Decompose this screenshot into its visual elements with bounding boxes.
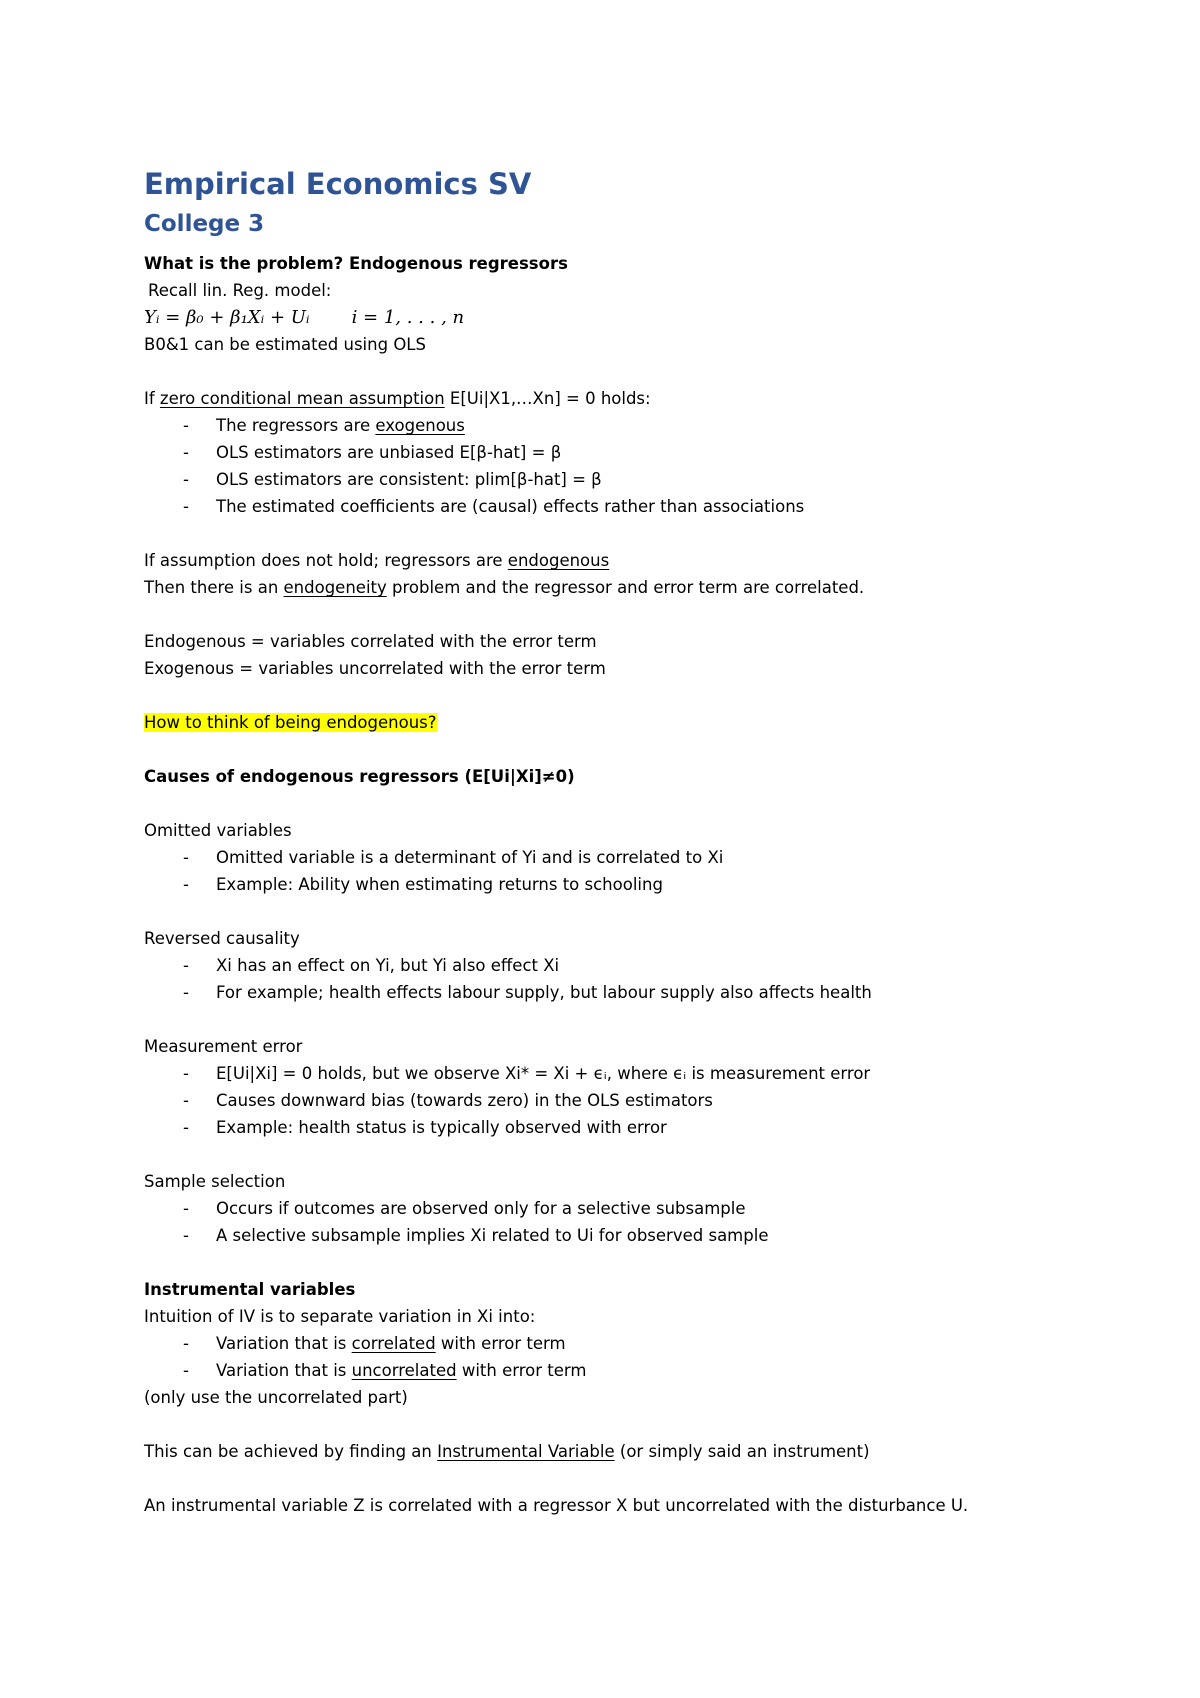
iv-heading: Instrumental variables bbox=[144, 1280, 356, 1299]
causes-heading: Causes of endogenous regressors (E[Ui|Xi]≠0) bbox=[144, 767, 575, 786]
list-item: - Variation that is uncorrelated with error term bbox=[183, 1361, 587, 1380]
list-item: - Variation that is correlated with error term bbox=[183, 1334, 566, 1353]
list-item: - E[Ui|Xi] = 0 holds, but we observe Xi* = Xi + ϵᵢ, where ϵᵢ is measurement error bbox=[183, 1064, 871, 1083]
iv-achieve: This can be achieved by finding an Instrumental Variable (or simply said an instrument) bbox=[144, 1442, 870, 1461]
formula-left: Yᵢ = β₀ + β₁Xᵢ + Uᵢ bbox=[144, 307, 310, 328]
document-body bbox=[144, 250, 1084, 1519]
assumption-intro-pre: If bbox=[144, 389, 160, 408]
list-item: - OLS estimators are unbiased E[β-hat] = β bbox=[183, 443, 562, 462]
sample-selection-label: Sample selection bbox=[144, 1172, 286, 1191]
measurement-error-label: Measurement error bbox=[144, 1037, 303, 1056]
not-hold-line-2: Then there is an endogeneity problem and the regressor and error term are correlated. bbox=[144, 578, 865, 597]
not-hold-line-1: If assumption does not hold; regressors are endogenous bbox=[144, 551, 610, 570]
estimated-text: B0&1 can be estimated using OLS bbox=[144, 335, 426, 354]
highlighted-question: How to think of being endogenous? bbox=[144, 713, 437, 732]
document-title: Empirical Economics SV bbox=[144, 167, 532, 201]
document-subtitle: College 3 bbox=[144, 211, 265, 237]
list-item: - Example: Ability when estimating returns to schooling bbox=[183, 875, 663, 894]
recall-text: Recall lin. Reg. model: bbox=[148, 281, 332, 300]
endogenous-definition: Endogenous = variables correlated with the error term bbox=[144, 632, 597, 651]
list-item: - Causes downward bias (towards zero) in the OLS estimators bbox=[183, 1091, 713, 1110]
formula-right: i = 1, . . . , n bbox=[351, 307, 465, 328]
list-item: - OLS estimators are consistent: plim[β-hat] = β bbox=[183, 470, 602, 489]
list-item: - Xi has an effect on Yi, but Yi also effect Xi bbox=[183, 956, 560, 975]
list-item: - For example; health effects labour supply, but labour supply also affects health bbox=[183, 983, 872, 1002]
list-item: - Example: health status is typically observed with error bbox=[183, 1118, 667, 1137]
reversed-causality-label: Reversed causality bbox=[144, 929, 300, 948]
assumption-intro bbox=[144, 385, 1084, 412]
list-item: - The estimated coefficients are (causal) effects rather than associations bbox=[183, 497, 805, 516]
list-item: - Occurs if outcomes are observed only for a selective subsample bbox=[183, 1199, 746, 1218]
list-item: - A selective subsample implies Xi related to Ui for observed sample bbox=[183, 1226, 769, 1245]
document-content bbox=[144, 164, 1084, 1519]
iv-intuition: Intuition of IV is to separate variation in Xi into: bbox=[144, 1307, 536, 1326]
iv-definition: An instrumental variable Z is correlated with a regressor X but uncorrelated with the disturbance U. bbox=[144, 1496, 969, 1515]
problem-heading: What is the problem? Endogenous regressors bbox=[144, 254, 568, 273]
iv-note: (only use the uncorrelated part) bbox=[144, 1388, 408, 1407]
assumption-intro-post: E[Ui|X1,…Xn] = 0 holds: bbox=[444, 389, 651, 408]
exogenous-definition: Exogenous = variables uncorrelated with the error term bbox=[144, 659, 606, 678]
list-item: - The regressors are exogenous bbox=[183, 416, 465, 435]
omitted-variables-label: Omitted variables bbox=[144, 821, 292, 840]
assumption-intro-underlined: zero conditional mean assumption bbox=[159, 389, 445, 408]
regression-formula bbox=[144, 304, 1084, 331]
list-item: - Omitted variable is a determinant of Yi and is correlated to Xi bbox=[183, 848, 724, 867]
